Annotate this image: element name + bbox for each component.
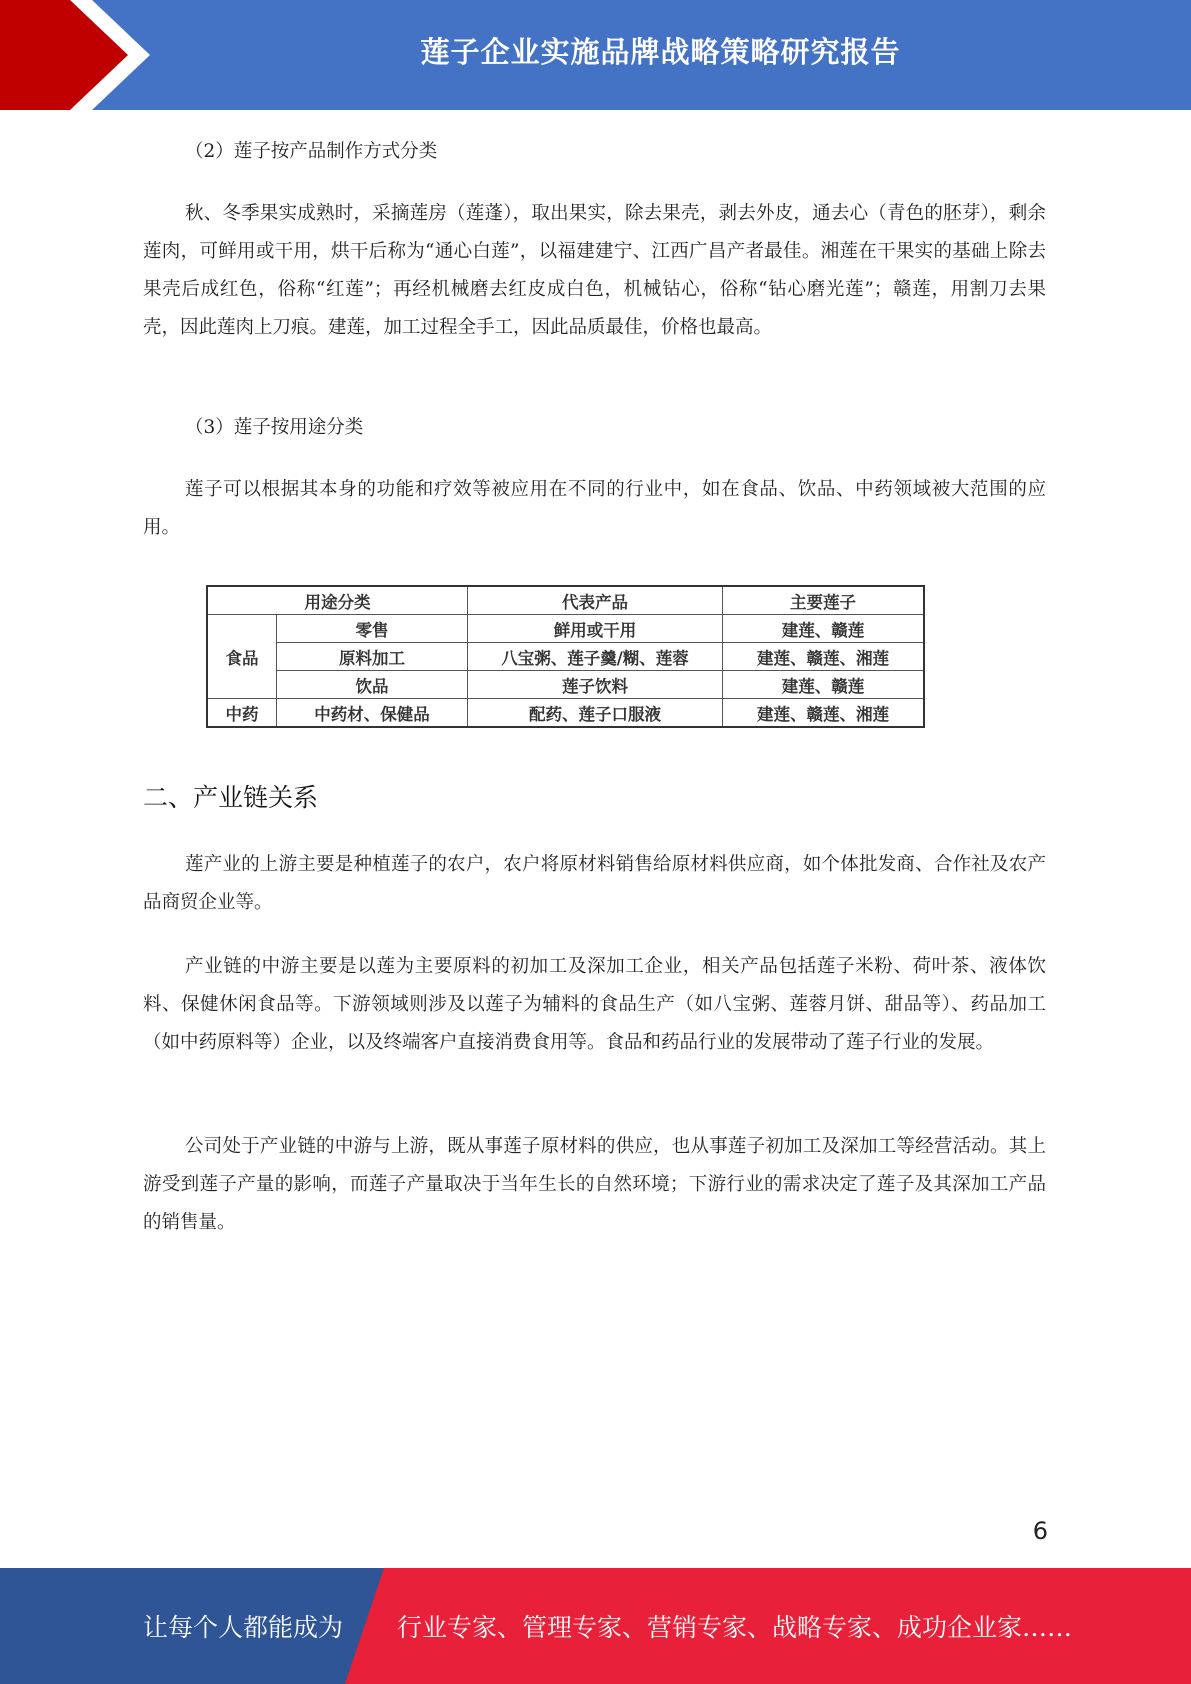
page-header [0, 0, 1191, 110]
table-cell: 建莲、赣莲 [723, 671, 925, 699]
section-heading-industry-chain: 二、产业链关系 [143, 783, 319, 812]
table-cell: 零售 [277, 615, 468, 643]
table-cell: 鲜用或干用 [468, 615, 723, 643]
table-cell: 建莲、赣莲、湘莲 [723, 643, 925, 671]
table-header-cell: 主要莲子 [723, 586, 925, 615]
footer-slogan-left: 让每个人都能成为 [143, 1613, 344, 1642]
page-footer [0, 1568, 1191, 1684]
table-cell: 建莲、赣莲 [723, 615, 925, 643]
table-header-cell: 用途分类 [207, 586, 468, 615]
table-cell: 八宝粥、莲子羹/糊、莲蓉 [468, 643, 723, 671]
paragraph-usage: 莲子可以根据其本身的功能和疗效等被应用在不同的行业中，如在食品、饮品、中药领域被大范围的应用。 [143, 479, 1046, 538]
table-row [207, 671, 924, 699]
paragraph-company-position: 公司处于产业链的中游与上游，既从事莲子原材料的供应，也从事莲子初加工及深加工等经营活动。其上游受到莲子产量的影响，而莲子产量取决于当年生长的自然环境；下游行业的需求决定了莲子及其深加工产品的销售量。 [143, 1136, 1046, 1233]
table-group-cell: 中药 [207, 699, 277, 728]
footer-slogan-right: 行业专家、管理专家、营销专家、战略专家、成功企业家…… [397, 1613, 1073, 1642]
page-number: 6 [1032, 1517, 1048, 1545]
table-cell: 饮品 [277, 671, 468, 699]
paragraph-upstream: 莲产业的上游主要是种植莲子的农户，农户将原材料销售给原材料供应商，如个体批发商、合作社及农产品商贸企业等。 [143, 854, 1046, 913]
table-row [207, 615, 924, 643]
table-cell: 建莲、赣莲、湘莲 [723, 699, 925, 728]
table-cell: 配药、莲子口服液 [468, 699, 723, 728]
paragraph-processing: 秋、冬季果实成熟时，采摘莲房（莲蓬），取出果实，除去果壳，剥去外皮，通去心（青色的胚芽），剩余莲肉，可鲜用或干用，烘干后称为“通心白莲”，以福建建宁、江西广昌产者最佳。湘莲在干果实的基础上除去果壳后成红色，俗称“红莲”；再经机械磨去红皮成白色，机械钻心，俗称“钻心磨光莲”；赣莲，用割刀去果壳，因此莲肉上刀痕。建莲，加工过程全手工，因此品质最佳，价格也最高。 [143, 203, 1046, 338]
subsection-3-title: （3）莲子按用途分类 [185, 417, 364, 438]
paragraph-midstream: 产业链的中游主要是以莲为主要原料的初加工及深加工企业，相关产品包括莲子米粉、荷叶茶、液体饮料、保健休闲食品等。下游领域则涉及以莲子为辅料的食品生产（如八宝粥、莲蓉月饼、甜品等）、药品加工（如中药原料等）企业，以及终端客户直接消费食用等。食品和药品行业的发展带动了莲子行业的发展。 [143, 956, 1046, 1053]
table-group-cell: 食品 [207, 615, 277, 699]
subsection-2-title: （2）莲子按产品制作方式分类 [185, 141, 438, 162]
usage-classification-table [206, 585, 925, 728]
table-row [207, 699, 924, 728]
table-cell: 莲子饮料 [468, 671, 723, 699]
table-cell: 原料加工 [277, 643, 468, 671]
table-header-row [207, 586, 924, 615]
table-row [207, 643, 924, 671]
table-cell: 中药材、保健品 [277, 699, 468, 728]
table-header-cell: 代表产品 [468, 586, 723, 615]
report-title: 莲子企业实施品牌战略策略研究报告 [420, 34, 901, 69]
